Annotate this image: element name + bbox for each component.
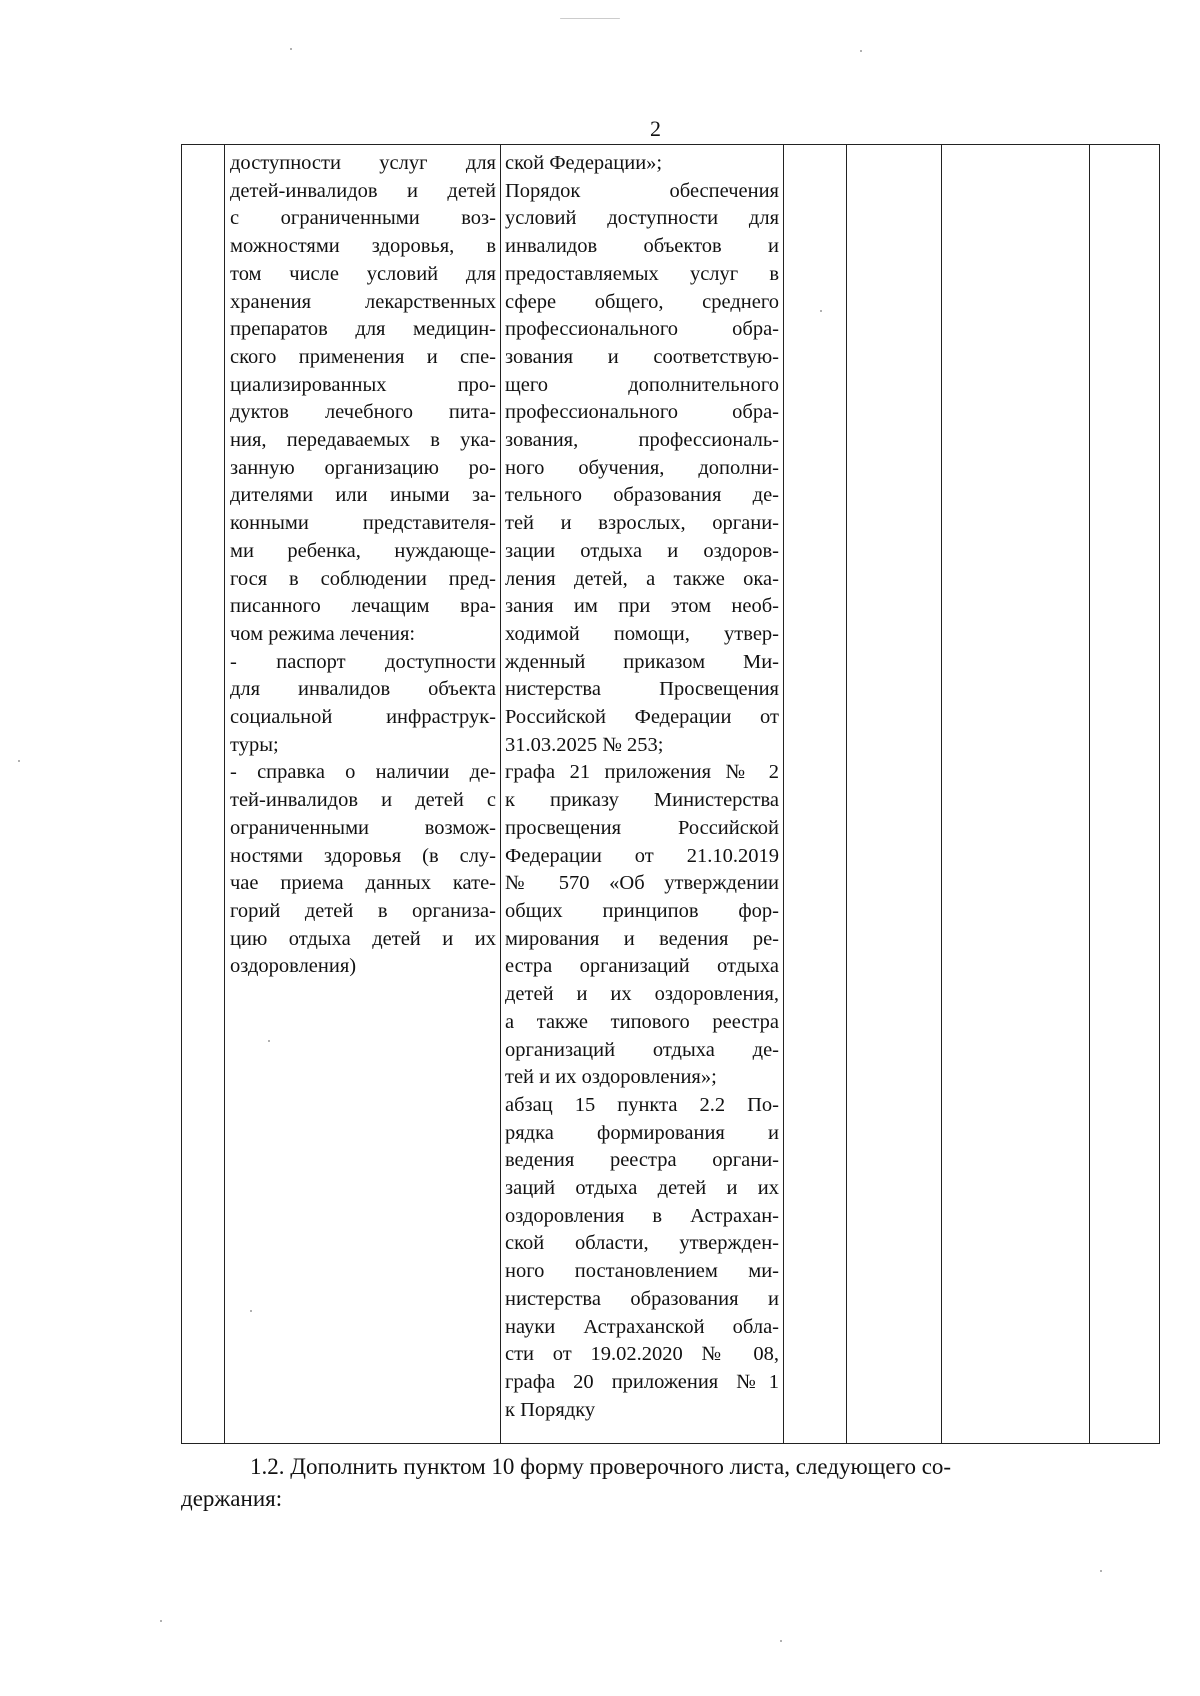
- table-cell-line: предоставляемых услуг в: [505, 262, 779, 285]
- table-cell-line: хранения лекарственных: [230, 290, 496, 313]
- scan-artifact: [268, 1040, 270, 1042]
- table-column-divider: [500, 145, 501, 1443]
- table-cell-line: Федерации от 21.10.2019: [505, 844, 779, 867]
- document-table: [181, 144, 1160, 1444]
- paragraph-line: держания:: [181, 1486, 283, 1511]
- table-cell-line: абзац 15 пункта 2.2 По-: [505, 1093, 779, 1116]
- table-cell-line: естра организаций отдыха: [505, 955, 779, 978]
- table-cell-line: к Порядку: [505, 1398, 596, 1421]
- table-cell-line: сфере общего, среднего: [505, 290, 779, 313]
- scan-artifact: [1100, 1570, 1102, 1572]
- table-cell-line: ограниченными возмож-: [230, 816, 496, 839]
- table-cell-line: гося в соблюдении пред-: [230, 567, 496, 590]
- table-cell-line: дителями или иными за-: [230, 484, 496, 507]
- scan-artifact: [250, 1310, 252, 1312]
- table-cell-line: зования и соответствую-: [505, 345, 779, 368]
- scan-artifact: [820, 310, 822, 312]
- table-cell-line: условий доступности для: [505, 207, 779, 230]
- table-cell-line: а также типового реестра: [505, 1010, 779, 1033]
- table-cell-line: горий детей в организа-: [230, 899, 496, 922]
- table-cell-line: Порядок обеспечения: [505, 179, 779, 202]
- scan-artifact: [780, 1640, 782, 1642]
- table-cell-line: дуктов лечебного пита-: [230, 401, 496, 424]
- table-cell-line: профессионального обра-: [505, 401, 779, 424]
- table-cell-line: оздоровления в Астрахан-: [505, 1204, 779, 1227]
- table-cell-line: к приказу Министерства: [505, 789, 779, 812]
- table-cell-line: мирования и ведения ре-: [505, 927, 779, 950]
- table-cell-line: организаций отдыха де-: [505, 1038, 779, 1061]
- table-cell-line: № 570 «Об утверждении: [505, 872, 779, 895]
- table-cell-line: рядка формирования и: [505, 1121, 779, 1144]
- table-cell-line: общих принципов фор-: [505, 899, 779, 922]
- table-cell-line: тей и взрослых, органи-: [505, 512, 779, 535]
- table-cell-line: детей и их оздоровления,: [505, 983, 779, 1006]
- table-cell-line: 31.03.2025 № 253;: [505, 733, 664, 756]
- table-cell-line: тей-инвалидов и детей с: [230, 789, 496, 812]
- table-cell-line: том числе условий для: [230, 262, 496, 285]
- table-cell-line: доступности услуг для: [230, 152, 496, 174]
- table-cell-line: туры;: [230, 733, 279, 756]
- table-cell-line: социальной инфраструк-: [230, 706, 496, 729]
- table-column-divider: [1089, 145, 1090, 1443]
- table-cell-line: оздоровления): [230, 955, 357, 978]
- scan-artifact: [18, 760, 20, 762]
- table-cell-line: - справка о наличии де-: [230, 761, 496, 784]
- table-cell-line: чом режима лечения:: [230, 622, 416, 645]
- table-cell-line: графа 20 приложения №1: [505, 1370, 779, 1393]
- table-cell-line: сти от 19.02.2020 № 08,: [505, 1343, 779, 1366]
- table-cell-line: нистерства Просвещения: [505, 678, 779, 701]
- table-column-divider: [224, 145, 225, 1443]
- table-column-divider: [783, 145, 784, 1443]
- scan-artifact: [560, 18, 620, 19]
- table-cell-line: ской Федерации»;: [505, 152, 663, 174]
- table-cell-line: ского применения и спе-: [230, 345, 496, 368]
- table-cell-line: занную организацию ро-: [230, 456, 496, 479]
- table-cell-line: зации отдыха и оздоров-: [505, 539, 779, 562]
- table-cell-line: ния, передаваемых в ука-: [230, 429, 496, 452]
- table-cell-line: ления детей, а также ока-: [505, 567, 779, 590]
- table-cell-line: препаратов для медицин-: [230, 318, 496, 341]
- table-cell-line: - паспорт доступности: [230, 650, 496, 673]
- table-cell-line: цию отдыха детей и их: [230, 927, 496, 950]
- table-cell-line: Российской Федерации от: [505, 706, 779, 729]
- table-cell-line: циализированных про-: [230, 373, 496, 396]
- table-cell-line: жденный приказом Ми-: [505, 650, 779, 673]
- table-cell-line: писанного лечащим вра-: [230, 595, 496, 618]
- table-cell-line: науки Астраханской обла-: [505, 1315, 779, 1338]
- table-cell-line: конными представителя-: [230, 512, 496, 535]
- table-cell-line: ведения реестра органи-: [505, 1149, 779, 1172]
- table-cell-legal-basis: [505, 150, 779, 1424]
- table-cell-line: ской области, утвержден-: [505, 1232, 779, 1255]
- table-cell-line: зования, профессиональ-: [505, 429, 779, 452]
- table-column-divider: [941, 145, 942, 1443]
- table-cell-line: чае приема данных кате-: [230, 872, 496, 895]
- table-cell-line: можностями здоровья, в: [230, 235, 496, 258]
- scan-artifact: [860, 50, 862, 52]
- scan-artifact: [160, 1620, 162, 1622]
- table-cell-line: нистерства образования и: [505, 1287, 779, 1310]
- table-cell-line: для инвалидов объекта: [230, 678, 496, 701]
- table-cell-line: зания им при этом необ-: [505, 595, 779, 618]
- table-cell-line: ходимой помощи, утвер-: [505, 622, 779, 645]
- table-cell-line: ного постановлением ми-: [505, 1260, 779, 1283]
- paragraph-line: 1.2. Дополнить пунктом 10 форму проверочного листа, следующего со-: [250, 1454, 952, 1479]
- table-cell-line: профессионального обра-: [505, 318, 779, 341]
- table-cell-line: детей-инвалидов и детей: [230, 179, 496, 202]
- table-cell-line: просвещения Российской: [505, 816, 779, 839]
- table-cell-line: с ограниченными воз-: [230, 207, 496, 230]
- table-cell-line: ного обучения, дополни-: [505, 456, 779, 479]
- scan-artifact: [290, 48, 292, 50]
- table-cell-line: щего дополнительного: [505, 373, 779, 396]
- table-cell-line: тей и их оздоровления»;: [505, 1066, 717, 1089]
- table-cell-line: тельного образования де-: [505, 484, 779, 507]
- table-cell-line: заций отдыха детей и их: [505, 1177, 779, 1200]
- table-cell-requirements: [230, 150, 496, 981]
- table-cell-line: ностями здоровья (в слу-: [230, 844, 496, 867]
- table-cell-line: инвалидов объектов и: [505, 235, 779, 258]
- table-cell-line: ми ребенка, нуждающе-: [230, 539, 496, 562]
- table-cell-line: графа 21 приложения № 2: [505, 761, 779, 784]
- table-column-divider: [846, 145, 847, 1443]
- page-number: 2: [650, 116, 661, 141]
